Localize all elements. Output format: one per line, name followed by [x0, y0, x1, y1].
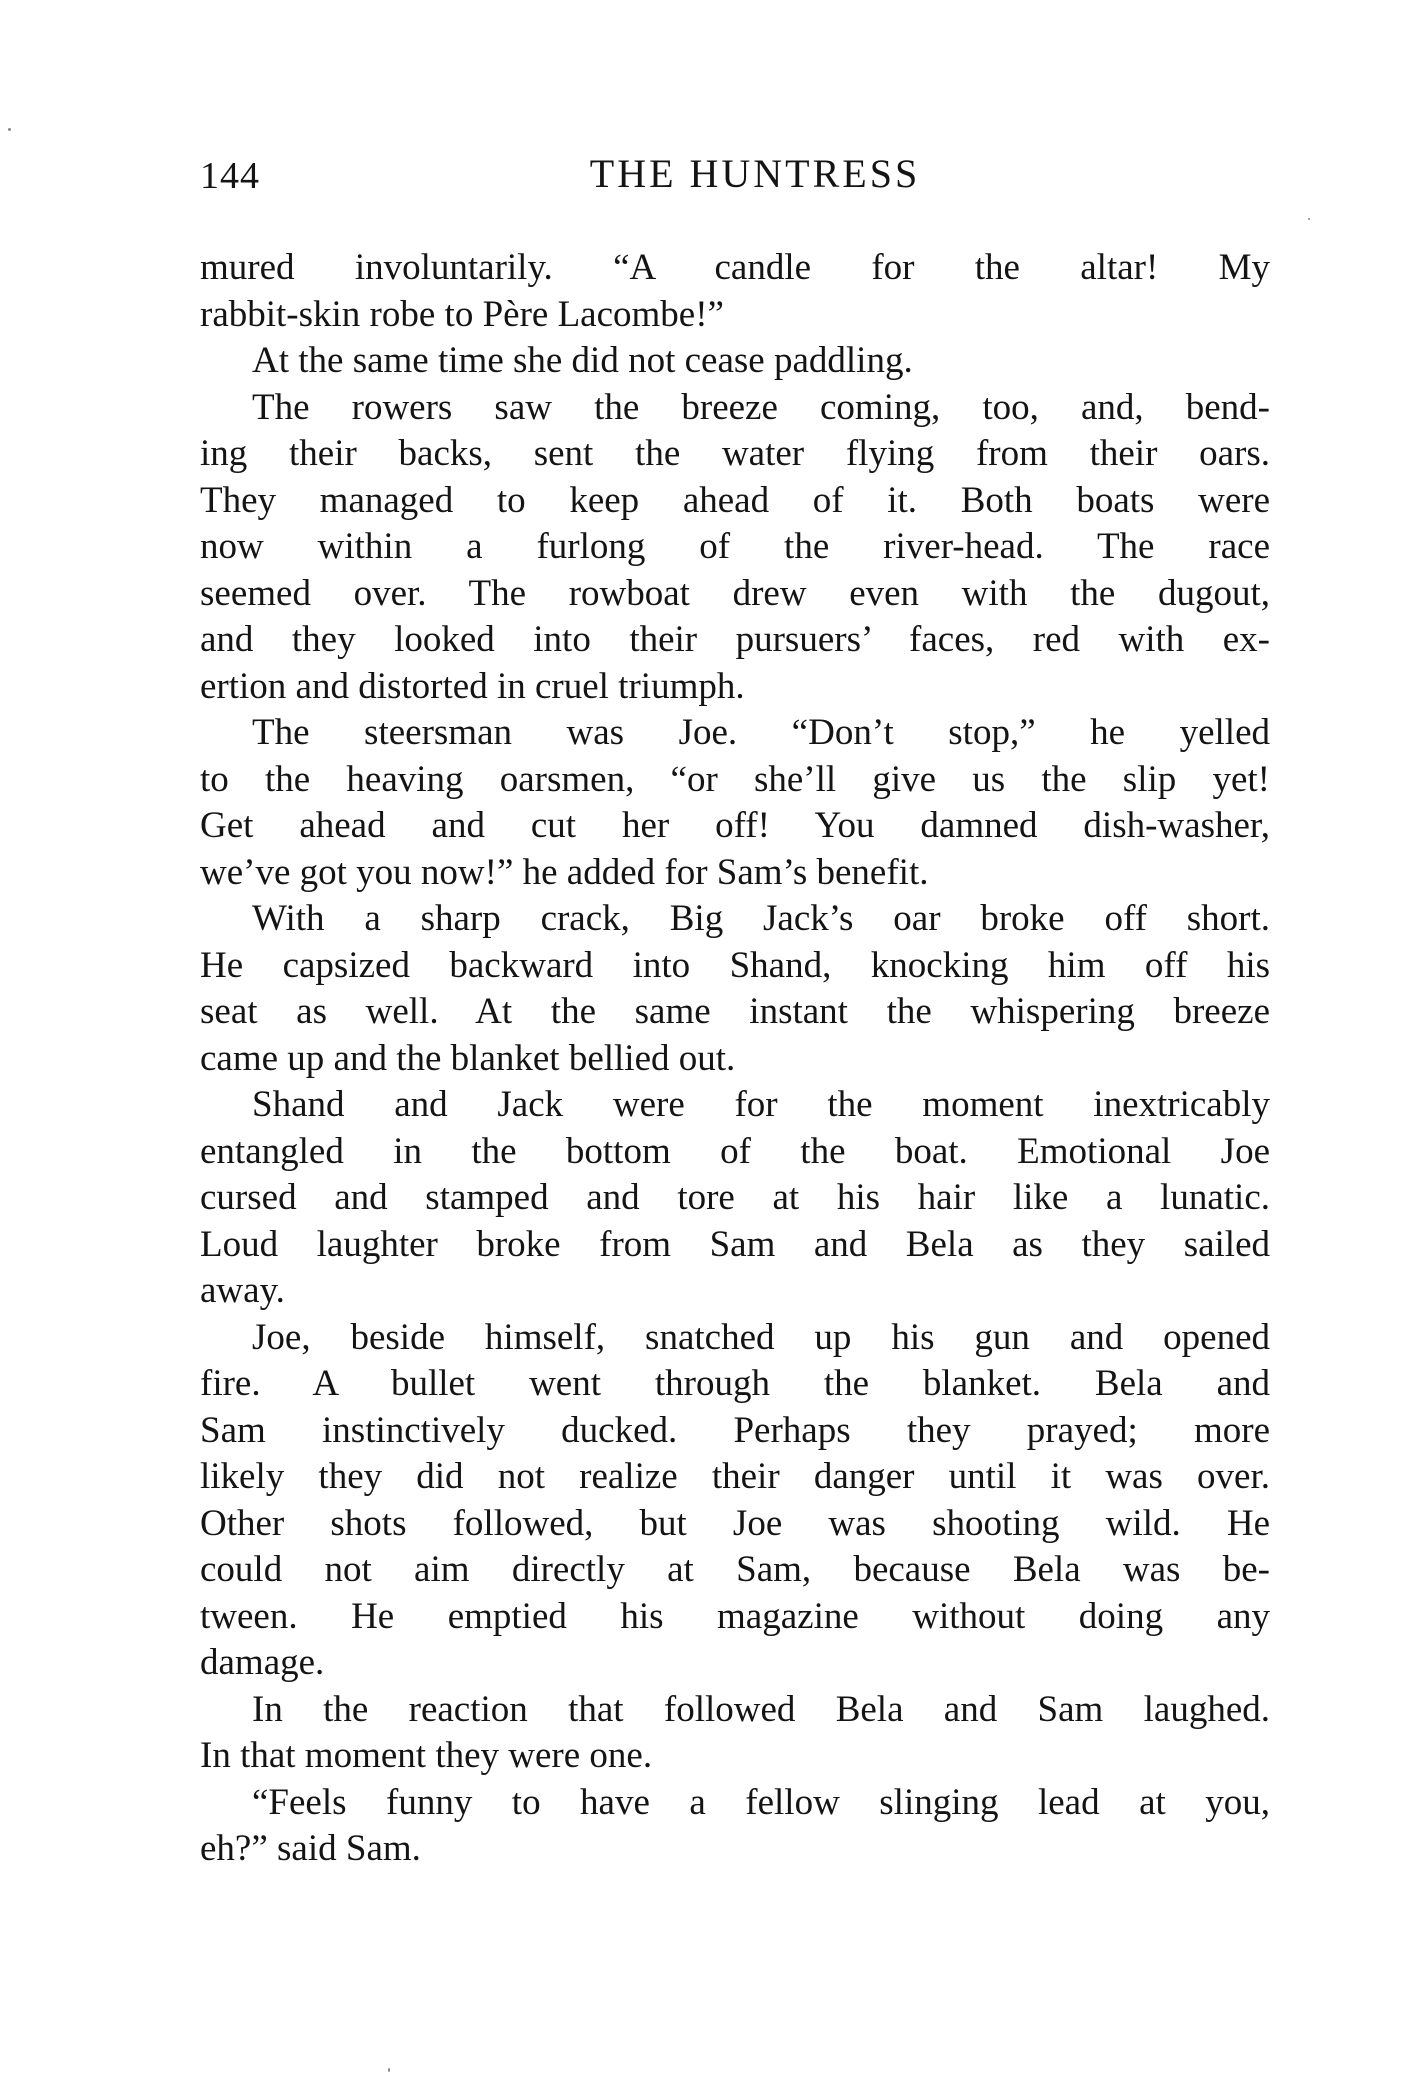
text-line: Shand and Jack were for the moment inextricably [252, 1084, 1270, 1125]
text-line: came up and the blanket bellied out. [200, 1037, 736, 1079]
text-line: Loud laughter broke from Sam and Bela as they sailed [200, 1223, 1270, 1265]
text-line: away. [200, 1270, 285, 1311]
body-text [200, 245, 1270, 1873]
running-title: THE HUNTRESS [589, 151, 921, 196]
text-line: now within a furlong of the river-head. The race [200, 526, 1270, 567]
text-line: fire. A bullet went through the blanket. Bela and [200, 1363, 1270, 1404]
text-line: The steersman was Joe. “Don’t stop,” he yelled [252, 712, 1270, 753]
text-line: He capsized backward into Shand, knocking him off his [200, 944, 1270, 986]
text-line: tween. He emptied his magazine without doing any [200, 1595, 1270, 1637]
text-line: The rowers saw the breeze coming, too, and, bend- [252, 386, 1270, 428]
text-line: to the heaving oarsmen, “or she’ll give us the slip yet! [200, 758, 1270, 800]
text-line: With a sharp crack, Big Jack’s oar broke off short. [252, 898, 1270, 939]
text-line: and they looked into their pursuers’ faces, red with ex- [200, 619, 1270, 660]
text-line: At the same time she did not cease paddling. [252, 340, 913, 381]
text-line: rabbit-skin robe to Père Lacombe!” [200, 293, 724, 335]
text-line: ing their backs, sent the water flying from their oars. [200, 433, 1270, 474]
text-line: could not aim directly at Sam, because Bela was be- [200, 1549, 1270, 1590]
text-line: They managed to keep ahead of it. Both boats were [200, 479, 1270, 521]
text-line: damage. [200, 1642, 325, 1683]
scan-speck [388, 2068, 390, 2072]
text-line: cursed and stamped and tore at his hair like a lunatic. [200, 1177, 1270, 1218]
text-line: In that moment they were one. [200, 1735, 653, 1776]
page-number: 144 [200, 155, 260, 197]
text-line: eh?” said Sam. [200, 1828, 421, 1869]
text-line: mured involuntarily. “A candle for the altar! My [200, 247, 1270, 288]
text-line: Get ahead and cut her off! You damned dish-washer, [200, 805, 1270, 846]
text-line: seat as well. At the same instant the whispering breeze [200, 991, 1270, 1032]
text-line: we’ve got you now!” he added for Sam’s benefit. [200, 851, 929, 893]
scan-speck [1308, 218, 1310, 220]
text-line: ertion and distorted in cruel triumph. [200, 665, 745, 707]
text-line: likely they did not realize their danger until it was over. [200, 1456, 1270, 1497]
page-header [200, 150, 1270, 210]
scan-speck [8, 128, 11, 131]
text-line: Other shots followed, but Joe was shooting wild. He [200, 1502, 1270, 1544]
text-line: Joe, beside himself, snatched up his gun and opened [252, 1316, 1270, 1358]
text-line: entangled in the bottom of the boat. Emotional Joe [200, 1130, 1270, 1172]
text-line: seemed over. The rowboat drew even with the dugout, [200, 572, 1270, 614]
text-line: “Feels funny to have a fellow slinging lead at you, [252, 1781, 1270, 1823]
text-line: In the reaction that followed Bela and Sam laughed. [252, 1688, 1270, 1730]
text-line: Sam instinctively ducked. Perhaps they prayed; more [200, 1409, 1270, 1451]
